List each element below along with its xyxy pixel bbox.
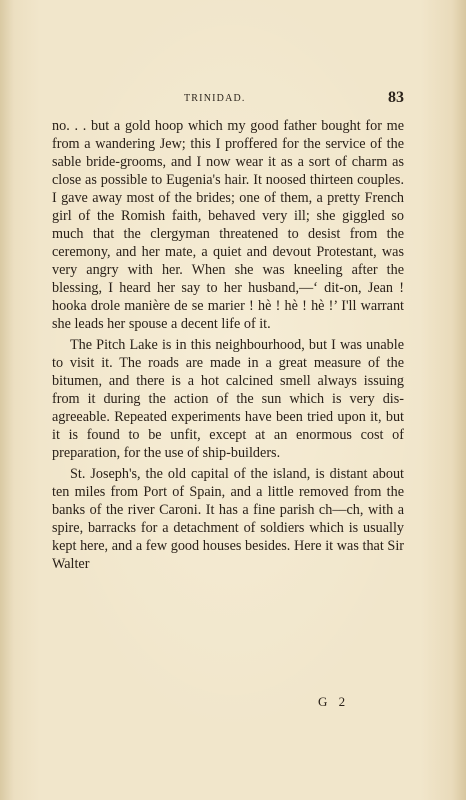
body-text [52, 117, 404, 573]
signature-mark: G 2 [318, 694, 350, 709]
paragraph: The Pitch Lake is in this neighbourhood, but I was unable to visit it. The roads are made in a great measure of the bitumen, and there is a hot calcined smell always issuing from it during the action of the sun which is very dis-agreeable. Repeated experiments have been tried upon it, but it is found to be unfit, except at an enormous cost of preparation, for the use of ship-builders. [52, 337, 404, 461]
running-head: TRINIDAD. [184, 93, 246, 104]
page-number: 83 [388, 89, 404, 106]
paragraph: no. . . but a gold hoop which my good father bought for me from a wandering Jew; this I proffered for the service of the sable bride-grooms, and I now wear it as a sort of charm as close as possible to Eugenia's hair. It noosed thirteen couples. I gave away most of the brides; one of them, a pretty French girl of the Romish faith, behaved very ill; she giggled so much that the clergyman threatened to desist from the ceremony, and her mate, a quiet and devout Protestant, was very angry with her. When she was kneeling after the blessing, I heard her say to her husband,—‘ dit-on, Jean ! hooka drole manière de se marier ! hè ! hè ! hè !’ I'll warrant she leads her spouse a decent life of it. [52, 118, 404, 332]
page-header [52, 91, 404, 111]
paragraph: St. Joseph's, the old capital of the island, is distant about ten miles from Port of Spain, and a little removed from the banks of the river Caroni. It has a fine parish ch––ch, with a spire, barracks for a detachment of soldiers which is usually kept here, and a few good houses besides. Here it was that Sir Walter [52, 466, 404, 572]
